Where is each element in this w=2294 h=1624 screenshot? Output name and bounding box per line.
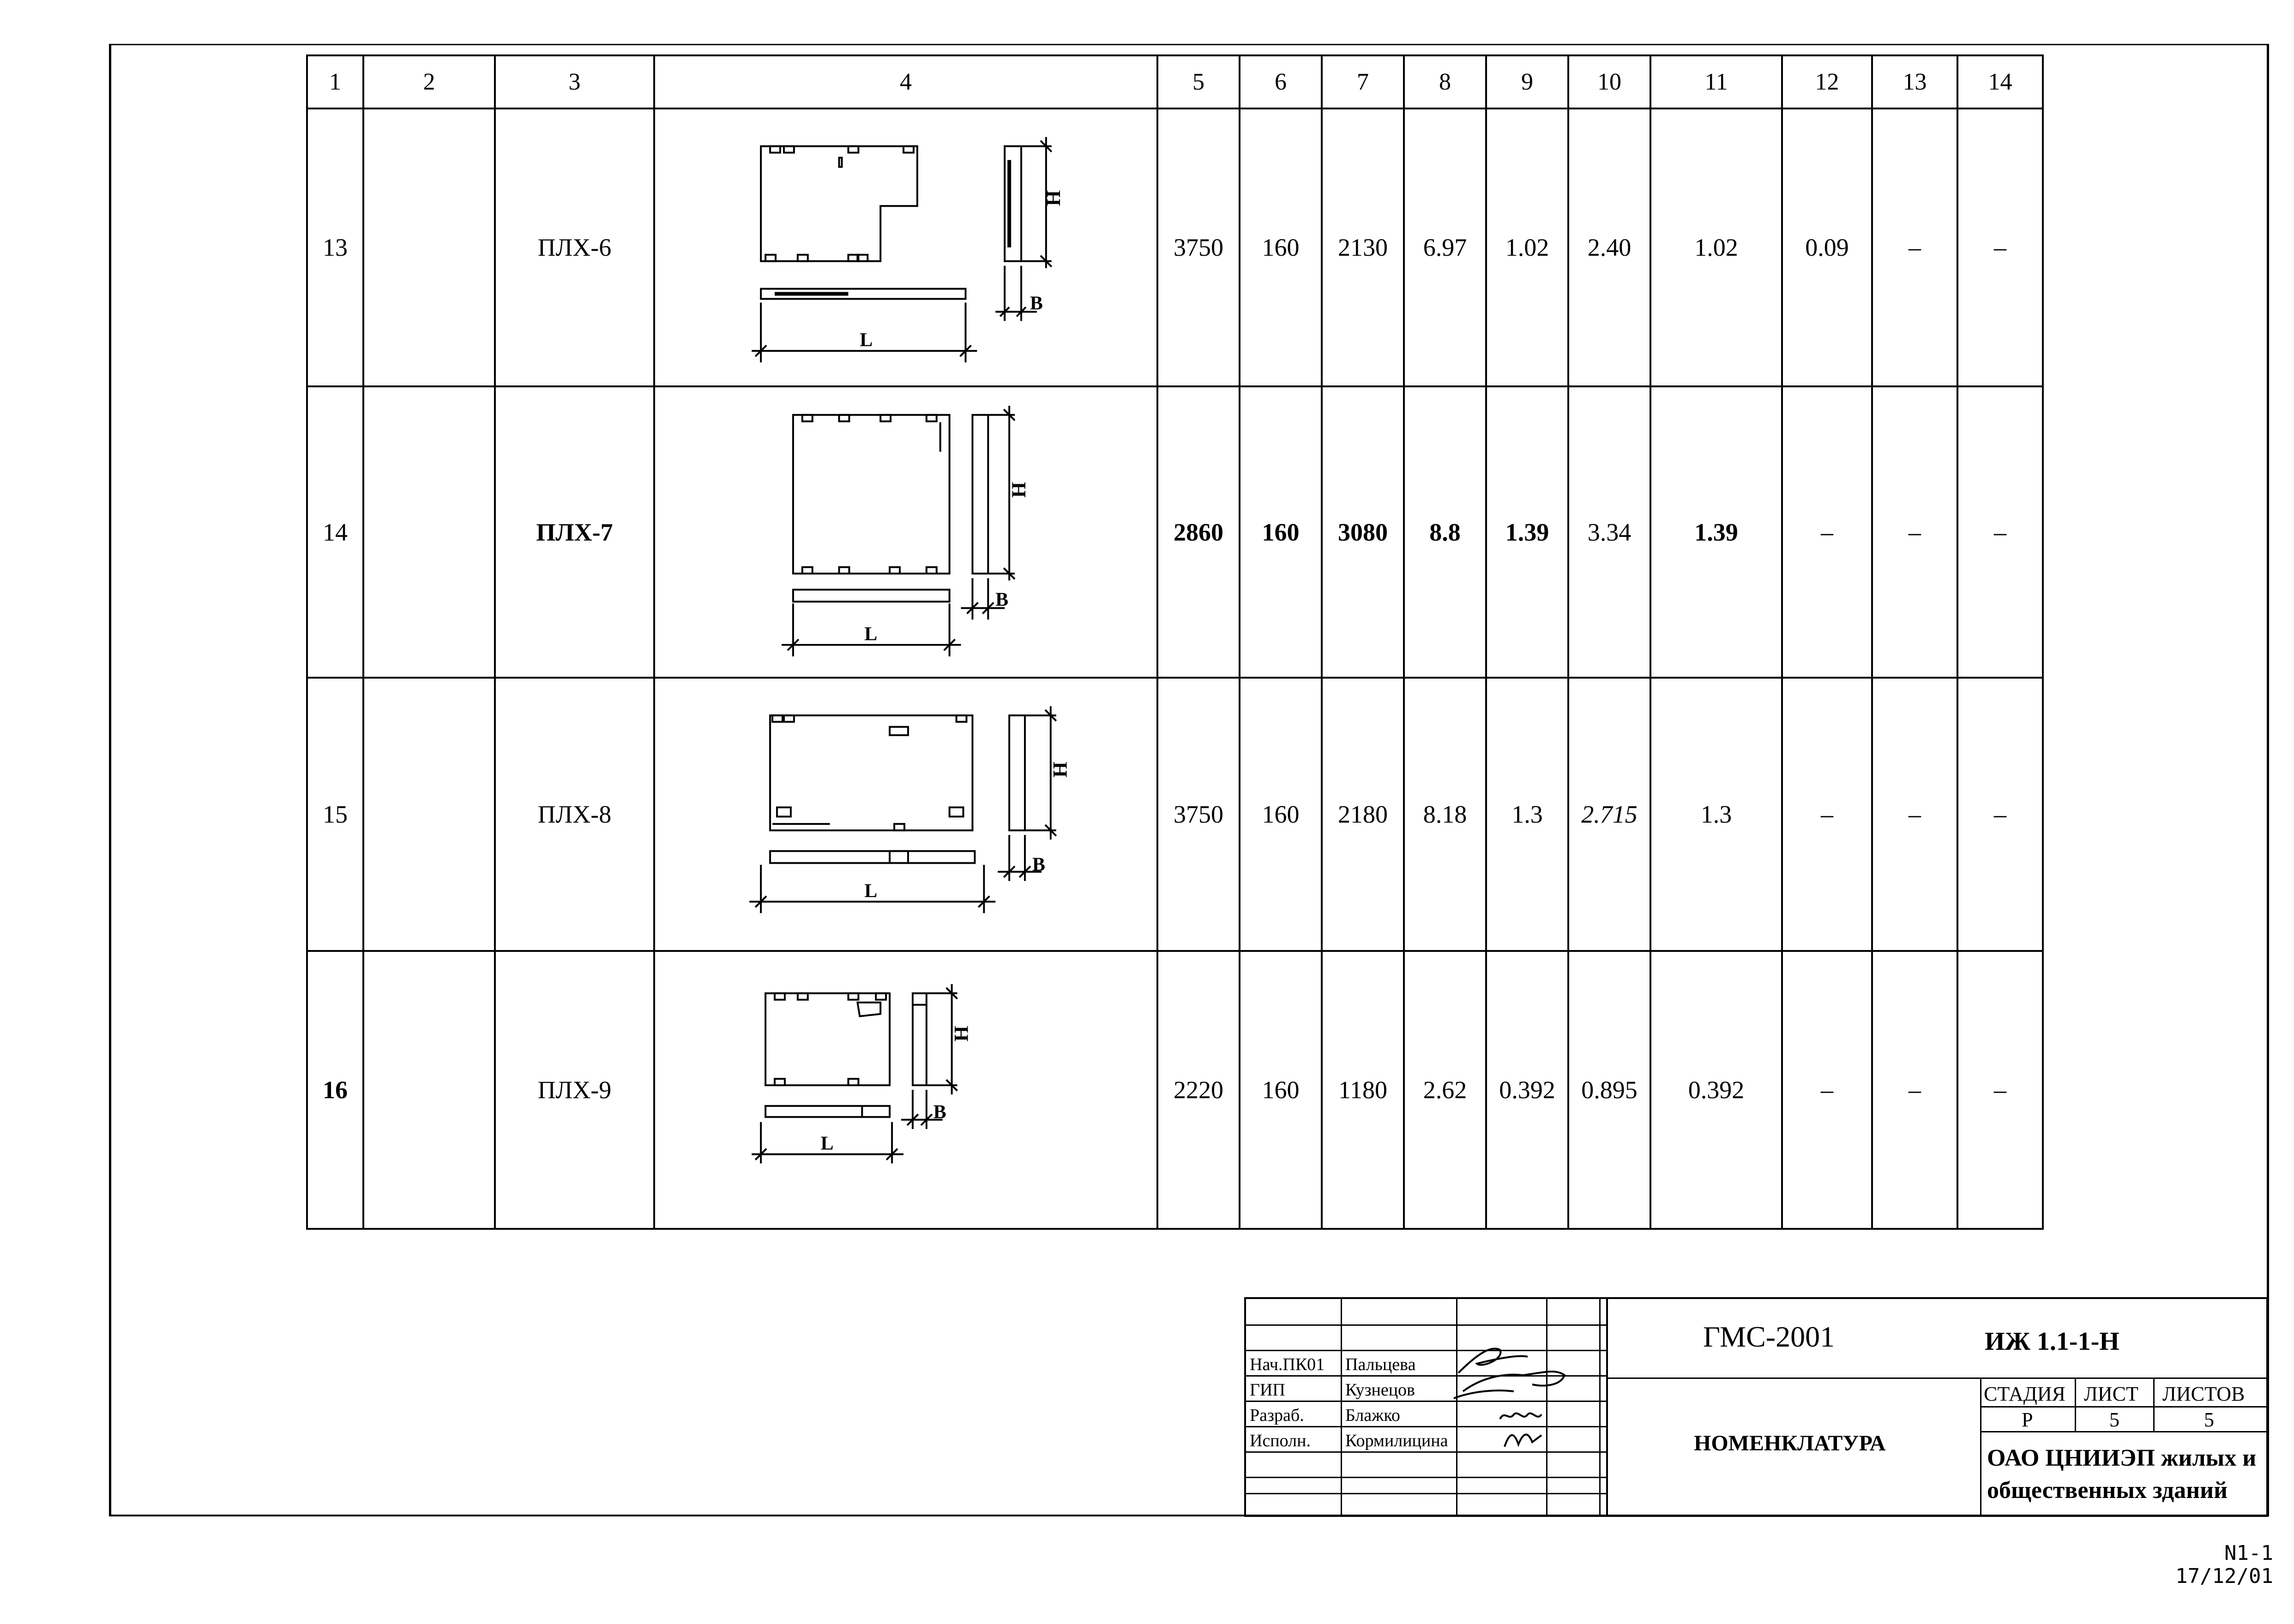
table-row — [307, 678, 2043, 951]
col-header-14: 14 — [1957, 55, 2043, 108]
panel-mark: ПЛХ-9 — [495, 951, 654, 1229]
cell-col8: 8.18 — [1404, 678, 1486, 951]
row-number: 13 — [307, 108, 363, 386]
cell-col10: 3.34 — [1568, 386, 1650, 678]
cell-col10: 2.715 — [1568, 678, 1650, 951]
cell-col8: 2.62 — [1404, 951, 1486, 1229]
cell-col12: – — [1782, 678, 1872, 951]
name-blazhko: Блажко — [1345, 1406, 1400, 1425]
name-kormilitsina: Кормилицина — [1345, 1431, 1448, 1450]
cell-col11: 1.39 — [1650, 386, 1782, 678]
cell-length: 3750 — [1157, 678, 1240, 951]
panel-sketch — [654, 678, 1157, 951]
cell-col14: – — [1957, 951, 2043, 1229]
col-header-4: 4 — [654, 55, 1157, 108]
cell-length: 2860 — [1157, 386, 1240, 678]
dim-h-label: H — [950, 1026, 973, 1042]
cell-col12: 0.09 — [1782, 108, 1872, 386]
cell-col8: 8.8 — [1404, 386, 1486, 678]
cell-col13: – — [1872, 678, 1957, 951]
col-header-9: 9 — [1486, 55, 1568, 108]
col-header-10: 10 — [1568, 55, 1650, 108]
signature-scribbles — [1449, 1341, 1615, 1456]
plot-stamp — [2175, 1542, 2273, 1588]
dim-h-label: H — [1042, 190, 1065, 206]
name-kuznetsov: Кузнецов — [1345, 1380, 1415, 1400]
table-row — [307, 108, 2043, 386]
name-paltseva: Пальцева — [1345, 1355, 1416, 1374]
cell-col13: – — [1872, 108, 1957, 386]
document-code: ИЖ 1.1-1-Н — [1985, 1327, 2119, 1356]
dim-l-label: L — [860, 330, 873, 351]
col-header-6: 6 — [1240, 55, 1322, 108]
panel-sketch-svg — [655, 952, 1156, 1228]
cell-height: 3080 — [1322, 386, 1404, 678]
panel-sketch-svg — [655, 679, 1156, 950]
cell-col2 — [363, 108, 495, 386]
cell-length: 3750 — [1157, 108, 1240, 386]
dim-l-label: L — [864, 623, 878, 645]
cell-col9: 0.392 — [1486, 951, 1568, 1229]
cell-height: 2180 — [1322, 678, 1404, 951]
cell-col9: 1.02 — [1486, 108, 1568, 386]
sheets-value: 5 — [2204, 1408, 2214, 1431]
sheets-header: ЛИСТОВ — [2162, 1383, 2245, 1405]
cell-col11: 0.392 — [1650, 951, 1782, 1229]
col-header-5: 5 — [1157, 55, 1240, 108]
cell-col2 — [363, 678, 495, 951]
stage-value: Р — [2022, 1408, 2033, 1431]
row-number: 15 — [307, 678, 363, 951]
sheet-header: ЛИСТ — [2084, 1383, 2138, 1405]
role-razrab: Разраб. — [1250, 1406, 1304, 1425]
col-header-2: 2 — [363, 55, 495, 108]
col-header-3: 3 — [495, 55, 654, 108]
cell-col13: – — [1872, 386, 1957, 678]
col-header-7: 7 — [1322, 55, 1404, 108]
panel-sketch — [654, 951, 1157, 1229]
role-gip: ГИП — [1250, 1380, 1285, 1400]
table-row — [307, 386, 2043, 678]
table-row — [307, 951, 2043, 1229]
panel-mark: ПЛХ-8 — [495, 678, 654, 951]
dim-l-label: L — [820, 1133, 834, 1155]
cell-col12: – — [1782, 951, 1872, 1229]
organization-line1: ОАО ЦНИИЭП жилых и — [1987, 1445, 2257, 1471]
cell-col11: 1.3 — [1650, 678, 1782, 951]
dim-b-label: B — [995, 589, 1009, 611]
cell-col8: 6.97 — [1404, 108, 1486, 386]
dim-b-label: B — [933, 1101, 946, 1123]
cell-col2 — [363, 951, 495, 1229]
organization-line2: общественных зданий — [1987, 1477, 2228, 1504]
cell-height: 2130 — [1322, 108, 1404, 386]
dim-b-label: B — [1032, 854, 1045, 876]
dim-b-label: B — [1030, 293, 1043, 314]
col-header-1: 1 — [307, 55, 363, 108]
panel-mark: ПЛХ-7 — [495, 386, 654, 678]
cell-width: 160 — [1240, 108, 1322, 386]
panel-sketch — [654, 108, 1157, 386]
title-block — [1244, 1297, 2268, 1517]
cell-col12: – — [1782, 386, 1872, 678]
row-number: 14 — [307, 386, 363, 678]
cell-col9: 1.39 — [1486, 386, 1568, 678]
cell-width: 160 — [1240, 386, 1322, 678]
cell-col14: – — [1957, 386, 2043, 678]
nomenclature-table — [306, 54, 2044, 1230]
cell-length: 2220 — [1157, 951, 1240, 1229]
cell-col9: 1.3 — [1486, 678, 1568, 951]
role-ispoln: Исполн. — [1250, 1431, 1311, 1450]
project-code: ГМС-2001 — [1703, 1320, 1835, 1353]
col-header-12: 12 — [1782, 55, 1872, 108]
cell-col10: 2.40 — [1568, 108, 1650, 386]
sheet-value: 5 — [2109, 1408, 2119, 1431]
plot-stamp-date: 17/12/01 — [2175, 1564, 2273, 1588]
col-header-8: 8 — [1404, 55, 1486, 108]
cell-col14: – — [1957, 108, 2043, 386]
cell-col2 — [363, 386, 495, 678]
panel-sketch — [654, 386, 1157, 678]
cell-col13: – — [1872, 951, 1957, 1229]
stage-header: СТАДИЯ — [1984, 1383, 2065, 1405]
col-header-13: 13 — [1872, 55, 1957, 108]
sheet-title: НОМЕНКЛАТУРА — [1694, 1431, 1886, 1456]
cell-col10: 0.895 — [1568, 951, 1650, 1229]
dim-l-label: L — [864, 880, 878, 902]
cell-height: 1180 — [1322, 951, 1404, 1229]
cell-col14: – — [1957, 678, 2043, 951]
panel-sketch-svg — [655, 387, 1156, 677]
cell-width: 160 — [1240, 951, 1322, 1229]
col-header-11: 11 — [1650, 55, 1782, 108]
cell-width: 160 — [1240, 678, 1322, 951]
panel-mark: ПЛХ-6 — [495, 108, 654, 386]
dim-h-label: H — [1049, 762, 1072, 778]
row-number: 16 — [307, 951, 363, 1229]
role-nach: Нач.ПК01 — [1250, 1355, 1325, 1374]
panel-sketch-svg — [655, 109, 1156, 385]
dim-h-label: H — [1008, 481, 1030, 498]
cell-col11: 1.02 — [1650, 108, 1782, 386]
plot-stamp-line1: N1-1 — [2224, 1541, 2273, 1565]
header-row — [307, 55, 2043, 108]
